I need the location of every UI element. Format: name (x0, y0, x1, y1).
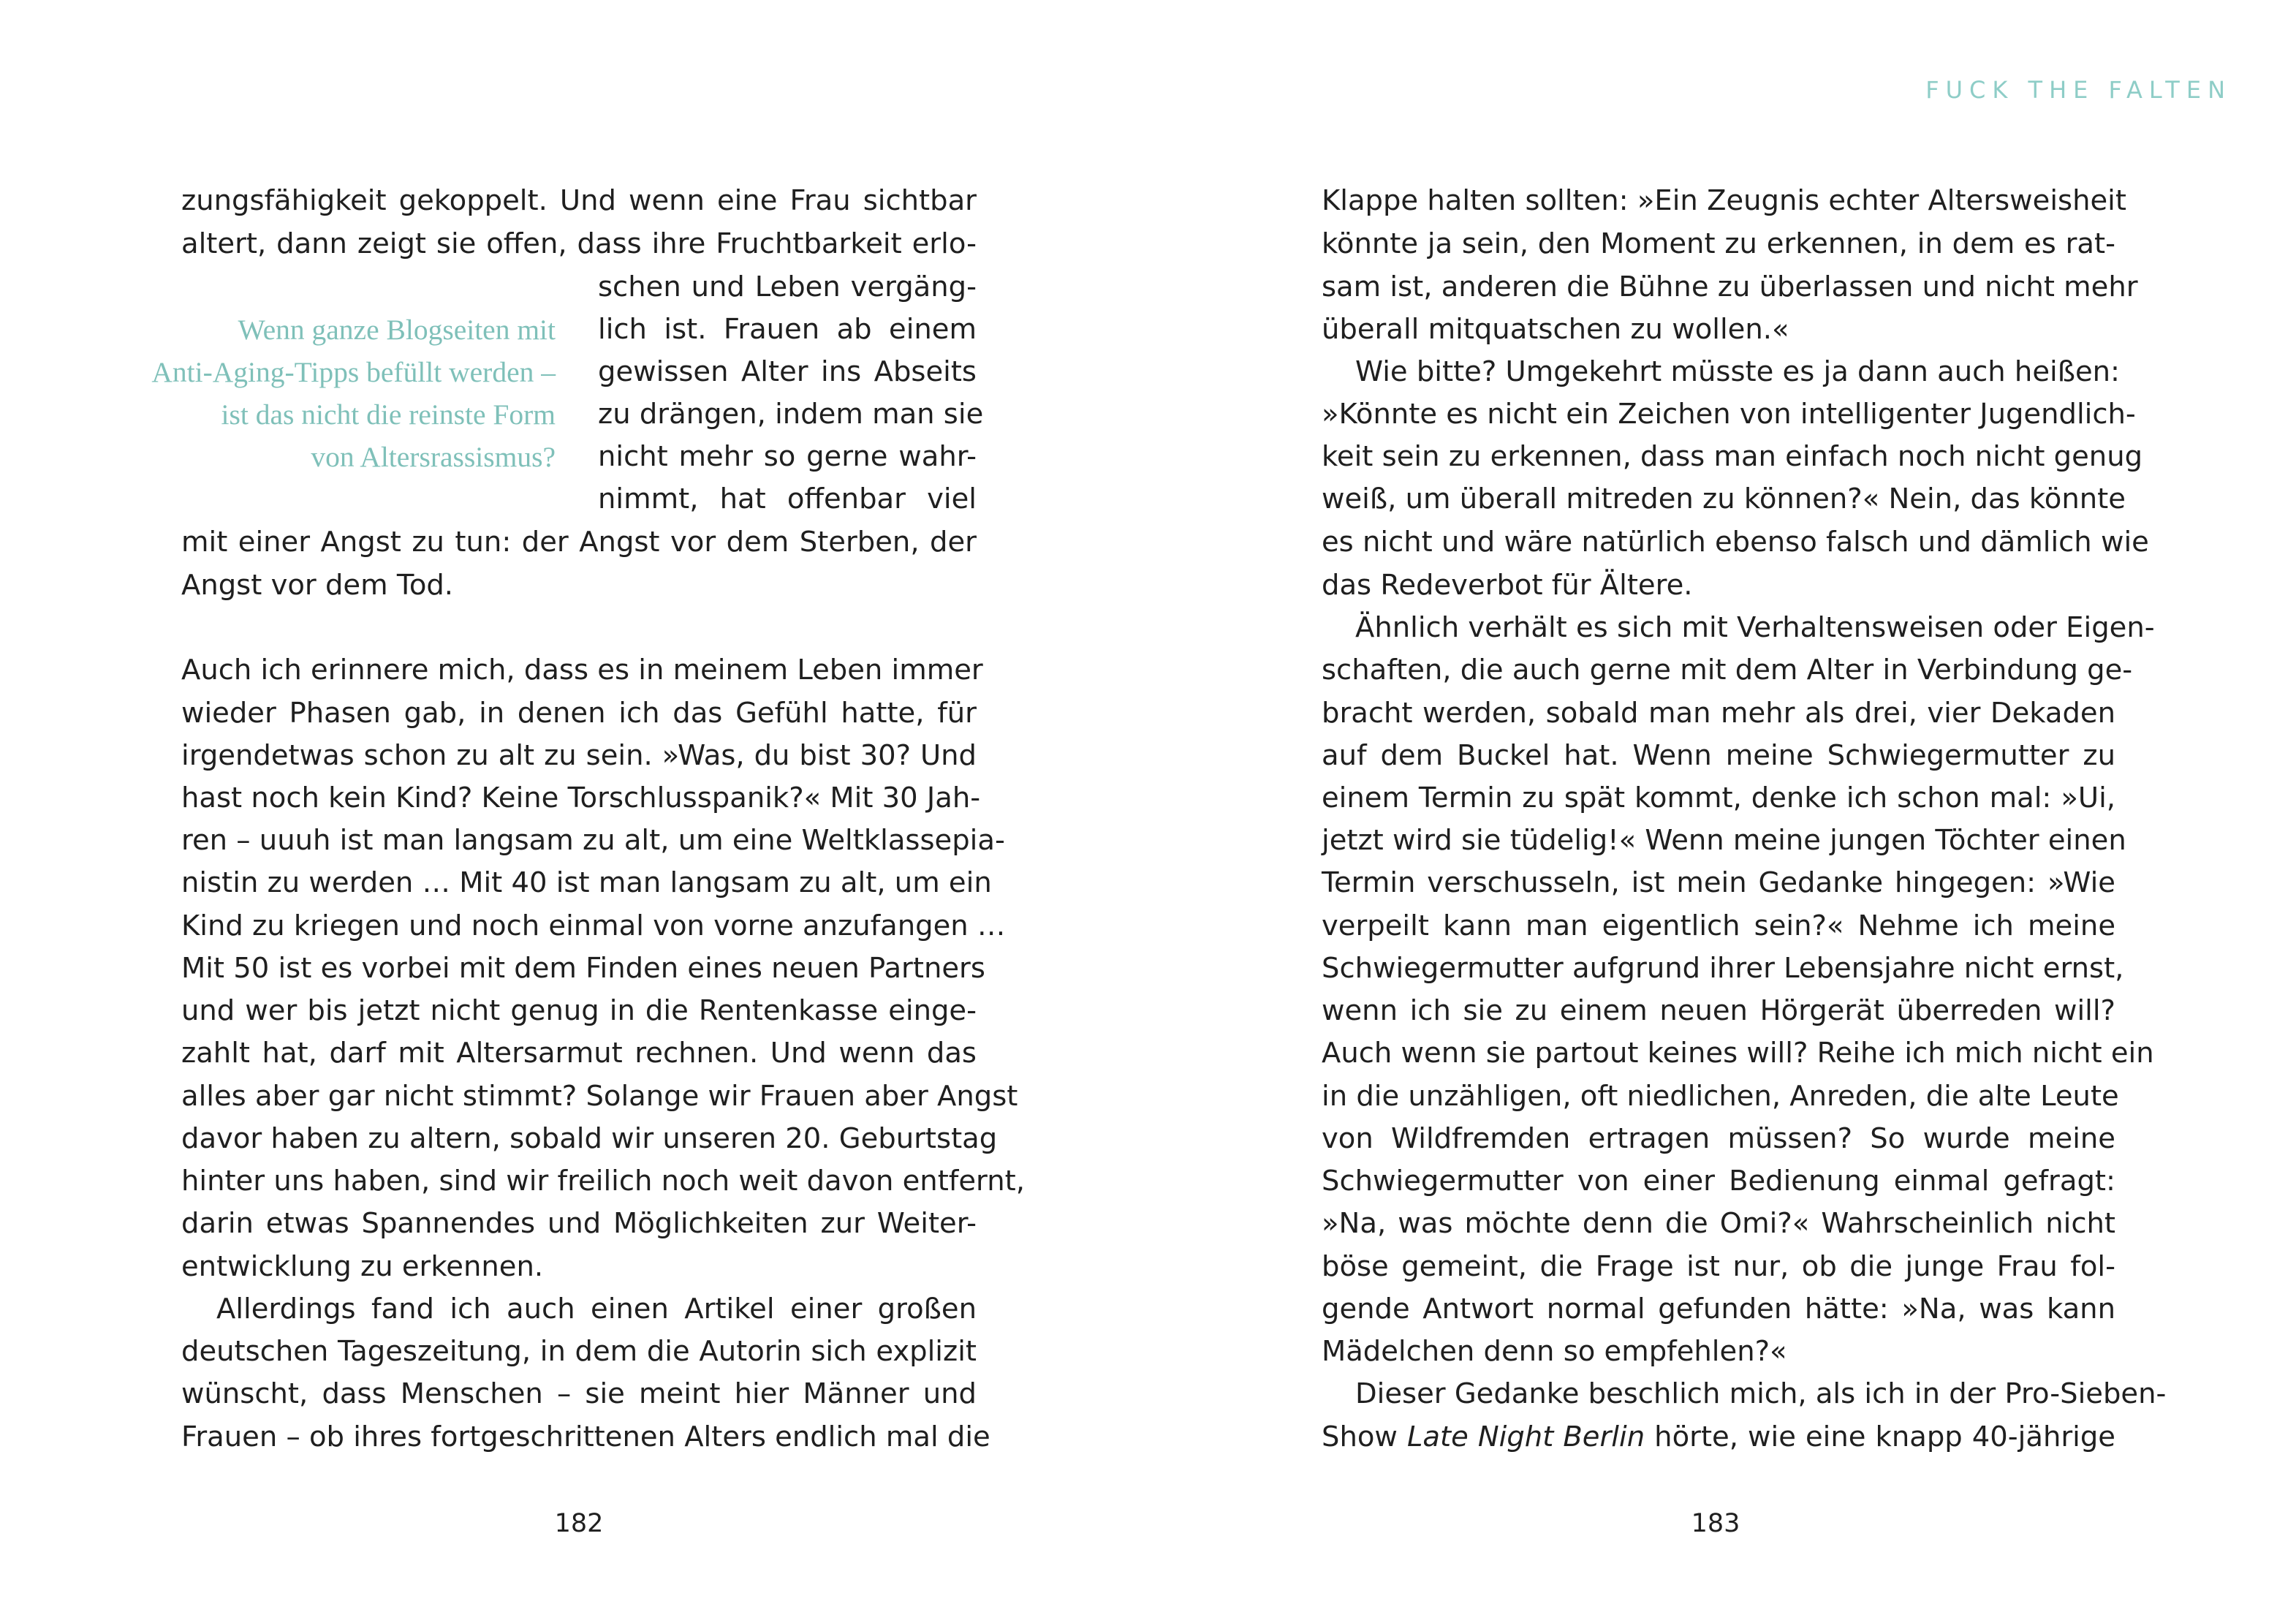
text-line: darin etwas Spannendes und Möglichkeiten zur Weiter- (181, 1207, 977, 1240)
text-line: in die unzähligen, oft niedlichen, Anreden, die alte Leute (1322, 1080, 2119, 1113)
text-line: Kind zu kriegen und noch einmal von vorne anzufangen … (181, 909, 1006, 942)
text-line: Dieser Gedanke beschlich mich, als ich in der Pro-Sieben- (1355, 1377, 2167, 1410)
pull-quote-line: ist das nicht die reinste Form (221, 398, 556, 431)
text-line: nistin zu werden … Mit 40 ist man langsam zu alt, um ein (181, 866, 992, 899)
text-line: Mädelchen denn so empfehlen?« (1322, 1335, 1787, 1368)
text-line: Auch ich erinnere mich, dass es in meinem Leben immer (181, 654, 983, 686)
text-line: Allerdings fand ich auch einen Artikel einer großen (216, 1293, 977, 1325)
text-line: gende Antwort normal gefunden hätte: »Na, was kann (1322, 1293, 2115, 1325)
text-line: »Na, was möchte denn die Omi?« Wahrscheinlich nicht (1322, 1207, 2115, 1240)
text-line: entwicklung zu erkennen. (181, 1250, 544, 1283)
text-line: »Könnte es nicht ein Zeichen von intelligenter Jugendlich- (1322, 398, 2136, 431)
text-segment: hörte, wie eine knapp 40-jährige (1645, 1420, 2115, 1453)
pull-quote-line: Wenn ganze Blogseiten mit (238, 314, 556, 346)
text-line: deutschen Tageszeitung, in dem die Autorin sich explizit (181, 1335, 977, 1368)
text-line: überall mitquatschen zu wollen.« (1322, 313, 1789, 346)
text-line: Klappe halten sollten: »Ein Zeugnis echter Altersweisheit (1322, 184, 2126, 217)
text-line: Mit 50 ist es vorbei mit dem Finden eines neuen Partners (181, 952, 985, 985)
text-line: altert, dann zeigt sie offen, dass ihre Fruchtbarkeit erlo- (181, 227, 977, 260)
text-line: wenn ich sie zu einem neuen Hörgerät überreden will? (1322, 994, 2115, 1027)
text-line: Angst vor dem Tod. (181, 569, 454, 602)
text-line-last (1322, 1420, 2115, 1453)
text-line: hast noch kein Kind? Keine Torschlusspanik?« Mit 30 Jah- (181, 782, 981, 814)
text-line: bracht werden, sobald man mehr als drei, vier Dekaden (1322, 697, 2115, 730)
text-line: und wer bis jetzt nicht genug in die Rentenkasse einge- (181, 994, 977, 1027)
text-line: einem Termin zu spät kommt, denke ich schon mal: »Ui, (1322, 782, 2115, 814)
text-line: zungsfähigkeit gekoppelt. Und wenn eine Frau sichtbar (181, 184, 977, 217)
text-line: mit einer Angst zu tun: der Angst vor dem Sterben, der (181, 526, 977, 559)
text-line: gewissen Alter ins Abseits (598, 355, 977, 388)
text-line: ren – uuuh ist man langsam zu alt, um eine Weltklassepia- (181, 824, 1005, 857)
text-line: Schwiegermutter aufgrund ihrer Lebensjahre nicht ernst, (1322, 952, 2124, 985)
text-line: weiß, um überall mitreden zu können?« Nein, das könnte (1322, 483, 2126, 515)
text-line: Ähnlich verhält es sich mit Verhaltensweisen oder Eigen- (1355, 611, 2155, 644)
text-line: es nicht und wäre natürlich ebenso falsch und dämlich wie (1322, 526, 2149, 559)
pull-quote-line: Anti-Aging-Tipps befüllt werden – (151, 356, 556, 388)
text-line: Termin verschusseln, ist mein Gedanke hingegen: »Wie (1322, 866, 2115, 899)
text-line: Frauen – ob ihres fortgeschrittenen Alters endlich mal die (181, 1420, 990, 1453)
text-line: schaften, die auch gerne mit dem Alter in Verbindung ge- (1322, 654, 2133, 686)
text-line: zu drängen, indem man sie (598, 398, 984, 431)
text-line: von Wildfremden ertragen müssen? So wurde meine (1322, 1122, 2115, 1155)
text-line: irgendetwas schon zu alt zu sein. »Was, du bist 30? Und (181, 739, 977, 772)
text-line: auf dem Buckel hat. Wenn meine Schwiegermutter zu (1322, 739, 2115, 772)
page-number: 182 (554, 1509, 604, 1538)
text-line: hinter uns haben, sind wir freilich noch weit davon entfernt, (181, 1165, 1025, 1198)
text-line: jetzt wird sie tüdelig!« Wenn meine jungen Töchter einen (1322, 824, 2126, 857)
text-line: nimmt, hat offenbar viel (598, 483, 977, 515)
text-line: lich ist. Frauen ab einem (598, 313, 977, 346)
text-line: wünscht, dass Menschen – sie meint hier Männer und (181, 1377, 977, 1410)
text-line: Schwiegermutter von einer Bedienung einmal gefragt: (1322, 1165, 2115, 1198)
text-line: Auch wenn sie partout keines will? Reihe ich mich nicht ein (1322, 1037, 2154, 1070)
text-line: böse gemeint, die Frage ist nur, ob die junge Frau fol- (1322, 1250, 2115, 1283)
page-number: 183 (1691, 1509, 1740, 1538)
text-line: davor haben zu altern, sobald wir unseren 20. Geburtstag (181, 1122, 998, 1155)
pull-quote-line: von Altersrassismus? (311, 441, 556, 473)
text-line: keit sein zu erkennen, dass man einfach noch nicht genug (1322, 440, 2143, 473)
text-line: verpeilt kann man eigentlich sein?« Nehme ich meine (1322, 909, 2115, 942)
text-line: zahlt hat, darf mit Altersarmut rechnen. Und wenn das (181, 1037, 977, 1070)
show-title: Late Night Berlin (1406, 1420, 1645, 1453)
text-line: sam ist, anderen die Bühne zu überlassen und nicht mehr (1322, 270, 2138, 303)
text-line: wieder Phasen gab, in denen ich das Gefühl hatte, für (181, 697, 977, 730)
text-line: könnte ja sein, den Moment zu erkennen, in dem es rat- (1322, 227, 2115, 260)
text-line: das Redeverbot für Ältere. (1322, 569, 1693, 602)
text-line: nicht mehr so gerne wahr- (598, 440, 977, 473)
text-line: alles aber gar nicht stimmt? Solange wir Frauen aber Angst (181, 1080, 1018, 1113)
text-line: Wie bitte? Umgekehrt müsste es ja dann auch heißen: (1355, 355, 2121, 388)
text-segment: Show (1322, 1420, 1407, 1453)
running-head: FUCK THE FALTEN (1925, 76, 2232, 104)
text-line: schen und Leben vergäng- (598, 270, 977, 303)
